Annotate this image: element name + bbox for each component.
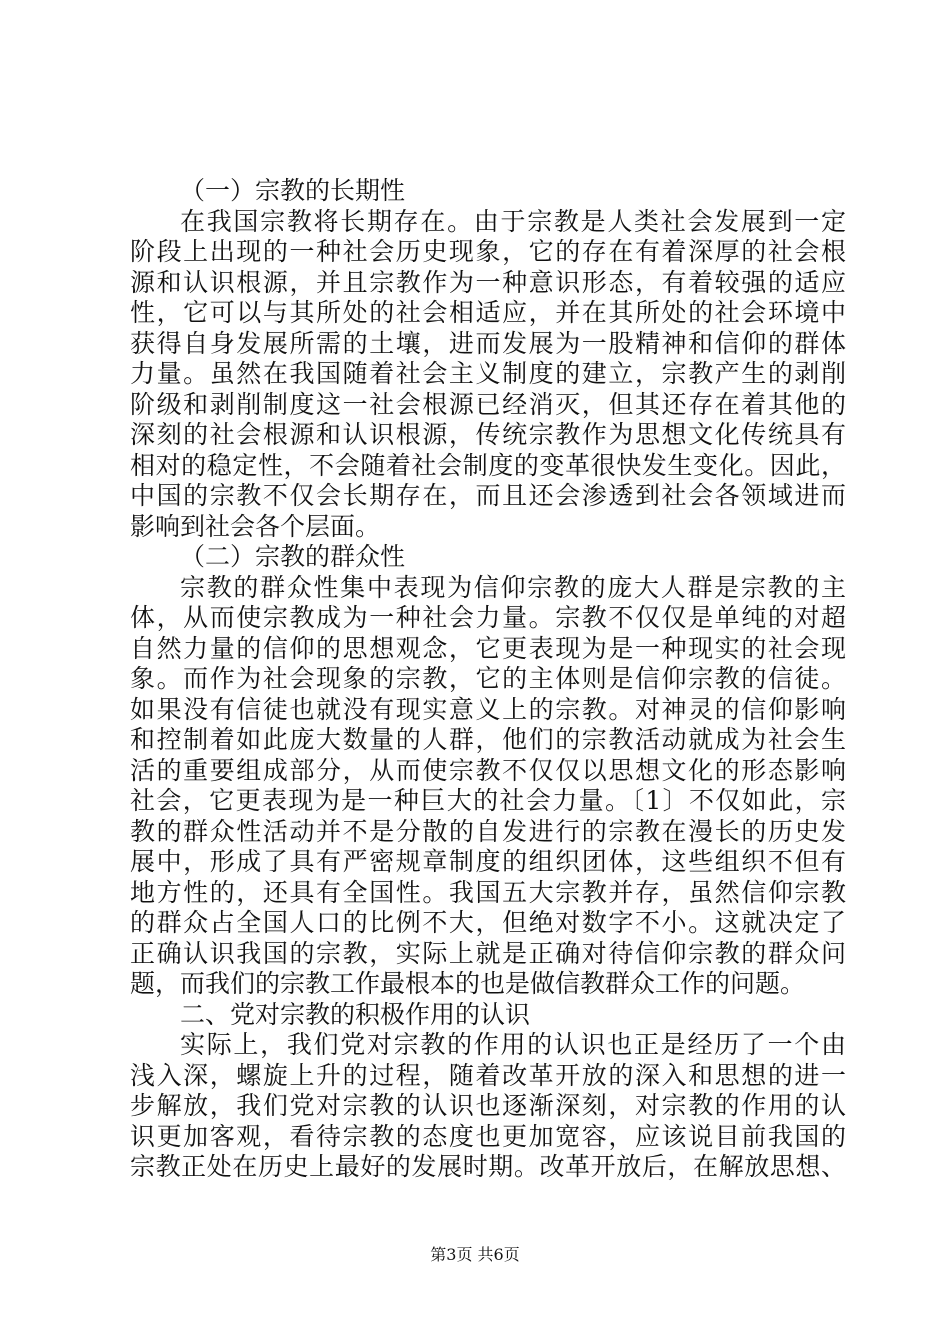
paragraph-line: 影响到社会各个层面。 (130, 511, 381, 541)
chapter-heading: 二、党对宗教的积极作用的认识 (180, 999, 531, 1029)
document-body (130, 176, 846, 1183)
paragraph-line: 活的重要组成部分，从而使宗教不仅仅以思想文化的形态影响 (130, 755, 846, 785)
paragraph-line: 源和认识根源，并且宗教作为一种意识形态，有着较强的适应 (130, 267, 846, 297)
paragraph-line: 深刻的社会根源和认识根源，传统宗教作为思想文化传统具有 (130, 420, 846, 449)
paragraph-line: 识更加客观，看待宗教的态度也更加宽容，应该说目前我国的 (130, 1121, 846, 1151)
paragraph-line: 地方性的，还具有全国性。我国五大宗教并存，虽然信仰宗教 (130, 877, 846, 907)
paragraph-line: 和控制着如此庞大数量的人群，他们的宗教活动就成为社会生 (130, 725, 846, 754)
paragraph-line: 题，而我们的宗教工作最根本的也是做信教群众工作的问题。 (130, 969, 806, 998)
paragraph-line: 象。而作为社会现象的宗教，它的主体则是信仰宗教的信徒。 (130, 664, 846, 693)
section-heading: （一）宗教的长期性 (180, 176, 406, 205)
paragraph-line: 阶级和剥削制度这一社会根源已经消灭，但其还存在着其他的 (130, 389, 846, 419)
paragraph-line: 阶段上出现的一种社会历史现象，它的存在有着深厚的社会根 (130, 237, 846, 266)
paragraph-line: 获得自身发展所需的土壤，进而发展为一股精神和信仰的群体 (130, 328, 846, 358)
section-heading: （二）宗教的群众性 (180, 542, 406, 571)
paragraph-line: 宗教的群众性集中表现为信仰宗教的庞大人群是宗教的主 (180, 572, 846, 602)
paragraph-line: 正确认识我国的宗教，实际上就是正确对待信仰宗教的群众问 (130, 938, 846, 968)
paragraph-line: 社会，它更表现为是一种巨大的社会力量。〔1〕不仅如此，宗 (130, 786, 846, 815)
paragraph-line: 中国的宗教不仅会长期存在，而且还会渗透到社会各领域进而 (130, 481, 846, 510)
paragraph-line: 自然力量的信仰的思想观念，它更表现为是一种现实的社会现 (130, 633, 846, 663)
paragraph-line: 宗教正处在历史上最好的发展时期。改革开放后，在解放思想、 (130, 1152, 846, 1181)
paragraph-line: 相对的稳定性，不会随着社会制度的变革很快发生变化。因此， (130, 450, 846, 480)
paragraph-line: 性，它可以与其所处的社会相适应，并在其所处的社会环境中 (130, 298, 846, 327)
paragraph-line: 如果没有信徒也就没有现实意义上的宗教。对神灵的信仰影响 (130, 694, 846, 724)
paragraph-line: 浅入深，螺旋上升的过程，随着改革开放的深入和思想的进一 (130, 1060, 846, 1090)
paragraph-line: 实际上，我们党对宗教的作用的认识也正是经历了一个由 (180, 1030, 846, 1059)
paragraph-line: 的群众占全国人口的比例不大，但绝对数字不小。这就决定了 (130, 908, 846, 937)
paragraph-line: 力量。虽然在我国随着社会主义制度的建立，宗教产生的剥削 (130, 359, 846, 388)
paragraph-line: 体，从而使宗教成为一种社会力量。宗教不仅仅是单纯的对超 (130, 603, 846, 632)
paragraph-line: 在我国宗教将长期存在。由于宗教是人类社会发展到一定 (180, 206, 846, 236)
paragraph-line: 步解放，我们党对宗教的认识也逐渐深刻，对宗教的作用的认 (130, 1091, 846, 1120)
page-footer: 第3页 共6页 (430, 1245, 520, 1264)
paragraph-line: 教的群众性活动并不是分散的自发进行的宗教在漫长的历史发 (130, 816, 846, 846)
paragraph-line: 展中，形成了具有严密规章制度的组织团体，这些组织不但有 (130, 847, 846, 876)
